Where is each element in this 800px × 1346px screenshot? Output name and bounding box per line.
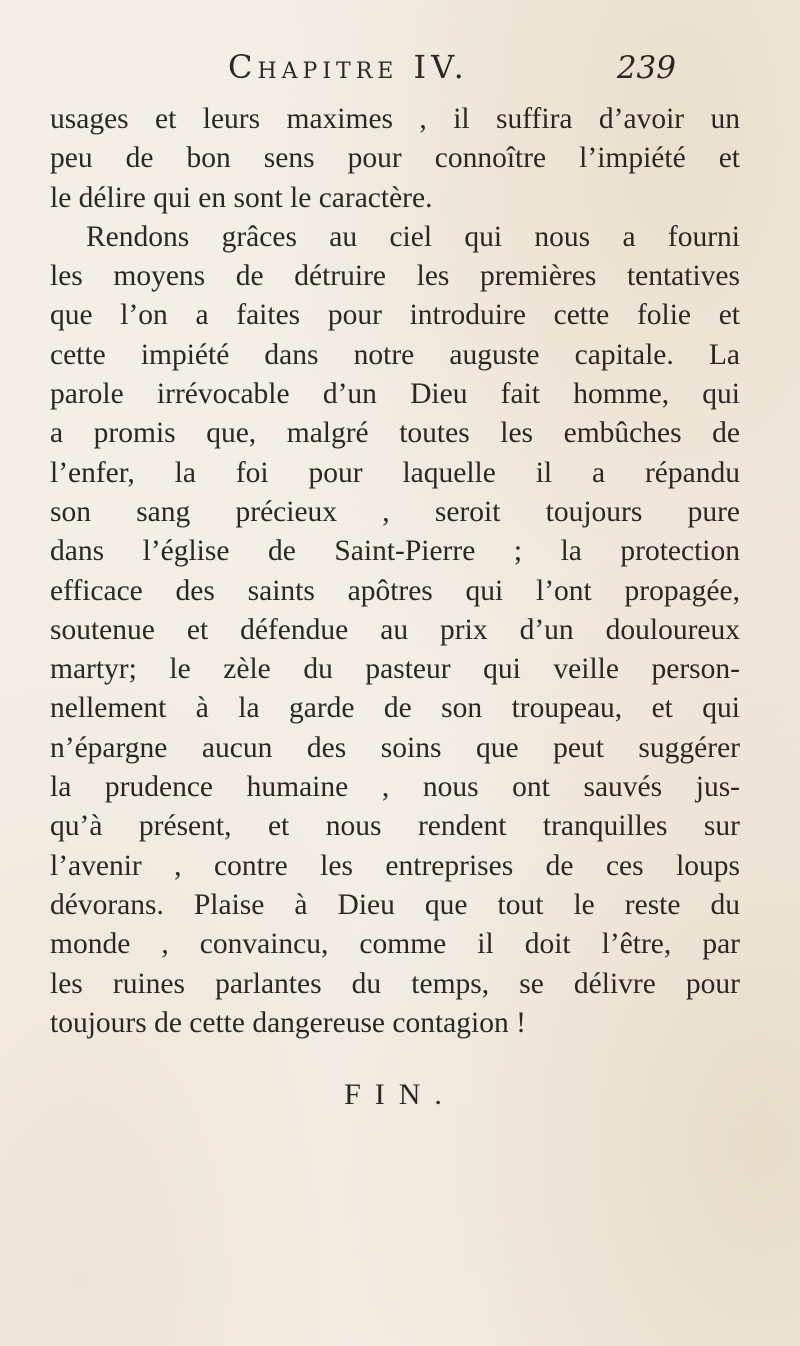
text-line: efficace des saints apôtres qui l’ont propagée, — [50, 574, 740, 607]
body-text — [50, 100, 740, 1043]
text-line: la prudence humaine , nous ont sauvés jus- — [50, 771, 740, 804]
text-line: les moyens de détruire les premières tentatives — [50, 260, 740, 293]
text-line: les ruines parlantes du temps, se délivre pour — [50, 967, 740, 1000]
text-line: n’épargne aucun des soins que peut suggérer — [50, 731, 740, 764]
text-line: qu’à présent, et nous rendent tranquilles sur — [50, 810, 740, 843]
text-line: parole irrévocable d’un Dieu fait homme, qui — [50, 378, 740, 411]
text-line: que l’on a faites pour introduire cette folie et — [50, 299, 740, 332]
text-line: le délire qui en sont le caractère. — [50, 181, 433, 214]
text-line: usages et leurs maximes , il suffira d’avoir un — [50, 103, 740, 135]
text-line: peu de bon sens pour connoître l’impiété et — [50, 142, 740, 175]
text-line: dévorans. Plaise à Dieu que tout le reste du — [50, 888, 740, 921]
text-line: martyr; le zèle du pasteur qui veille person- — [50, 653, 740, 686]
text-line: a promis que, malgré toutes les embûches de — [50, 417, 740, 450]
running-title: Chapitre IV. — [228, 48, 469, 86]
end-marker: FIN. — [344, 1078, 456, 1111]
text-line: l’enfer, la foi pour laquelle il a répandu — [50, 456, 740, 489]
text-line: cette impiété dans notre auguste capitale. La — [50, 338, 740, 371]
text-line: son sang précieux , seroit toujours pure — [50, 495, 740, 528]
text-line: monde , convaincu, comme il doit l’être, par — [50, 928, 740, 961]
page-number: 239 — [616, 50, 676, 86]
text-line: Rendons grâces au ciel qui nous a fourni — [86, 220, 740, 253]
text-line: nellement à la garde de son troupeau, et qui — [50, 692, 740, 725]
text-line: l’avenir , contre les entreprises de ces loups — [50, 849, 740, 882]
page-header — [228, 48, 728, 96]
text-line: dans l’église de Saint-Pierre ; la protection — [50, 535, 740, 568]
text-line: soutenue et défendue au prix d’un douloureux — [50, 613, 740, 646]
text-line: toujours de cette dangereuse contagion ! — [50, 1006, 526, 1039]
